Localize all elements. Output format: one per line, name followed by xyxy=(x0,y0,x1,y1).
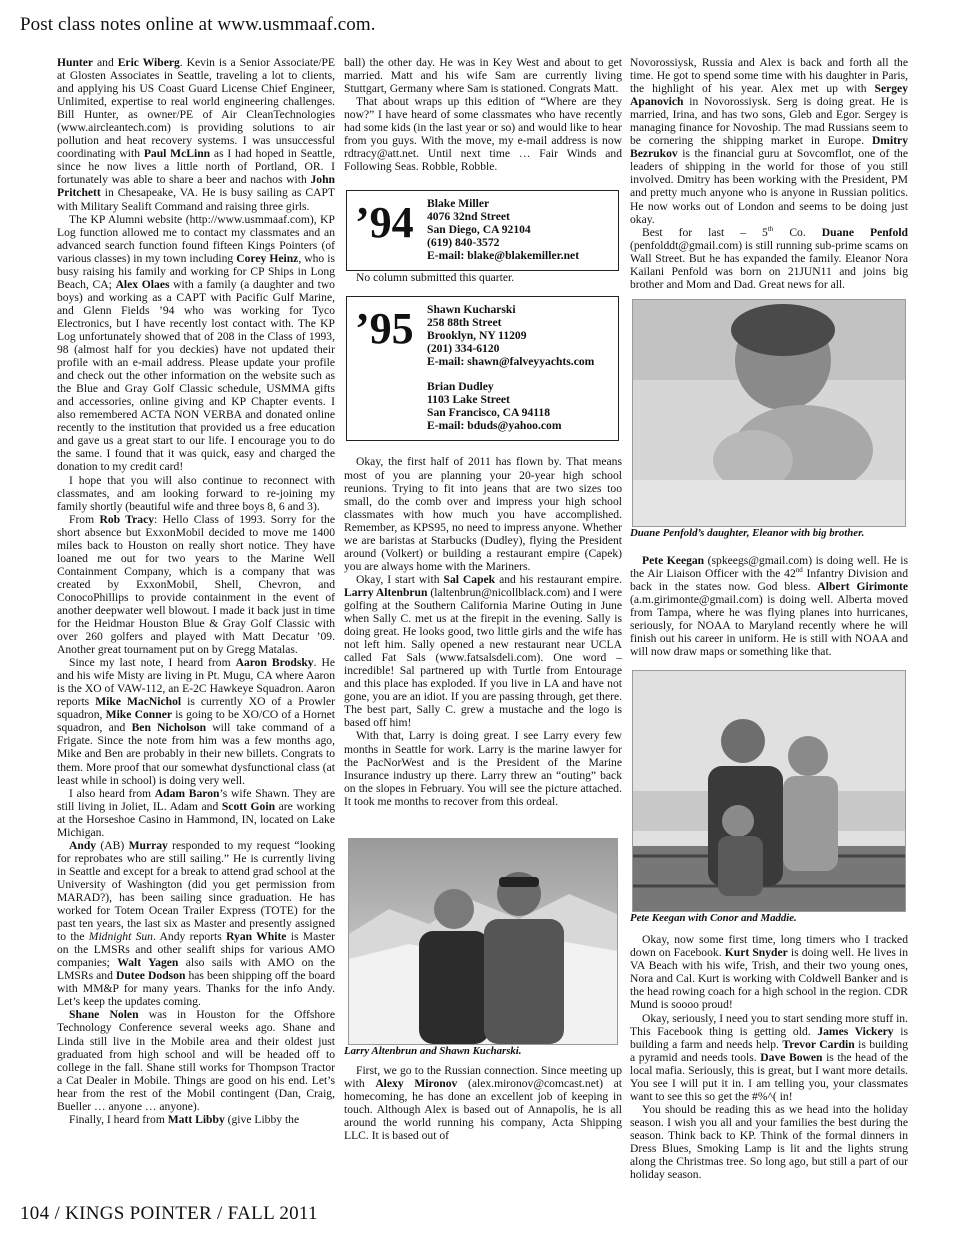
col2-mid-body xyxy=(344,455,622,807)
bold-name: Alex Olaes xyxy=(115,277,170,291)
column-3 xyxy=(630,56,909,1182)
bold-name: Duane Penfold xyxy=(821,225,908,239)
bold-name: Adam Baron xyxy=(154,786,220,800)
bold-name: Ryan White xyxy=(226,930,287,944)
bold-name: Dmitry Bezrukov xyxy=(630,134,908,161)
bold-name: Sal Capek xyxy=(443,572,496,586)
contact-line: 258 88th Street xyxy=(427,316,502,330)
bold-name: Eric Wiberg xyxy=(117,56,180,69)
ski-photo-image xyxy=(349,839,617,1044)
paragraph: Okay, seriously, I need you to start sending more stuff in. This Facebook thing is getting old. James Vickery is building a farm and needs help. Trevor Cardin is building a pyramid and needs tools. Dave Bowen is the head of the local mafia. Seriously, this is great, but I want more details. You see I will put it in. I am telling you, your classmates want to see this so get the #%^( in! xyxy=(630,1011,908,1103)
superscript: th xyxy=(767,224,774,233)
paragraph: Finally, I heard from Matt Libby (give Libby the xyxy=(69,1112,300,1126)
contact-line: E-mail: shawn@falveyyachts.com xyxy=(427,355,595,369)
contact-line: (619) 840-3572 xyxy=(427,236,500,250)
bold-name: Alexy Mironov xyxy=(375,1076,458,1090)
col2-top-body xyxy=(344,56,622,173)
col3-mid-body xyxy=(630,554,908,658)
contact-line: Blake Miller xyxy=(427,197,490,211)
bold-name: Murray xyxy=(128,838,168,852)
bold-name: Sergey Apanovich xyxy=(630,82,908,109)
page-footer: 104 / KINGS POINTER / FALL 2011 xyxy=(20,1203,318,1224)
contact-line: Shawn Kucharski xyxy=(427,303,516,317)
paragraph: Shane Nolen was in Houston for the Offshore Technology Conference several weeks ago. Shane and Linda still live in the Mobile area and their oldest just graduated from high school and will be headed off to college in the fall. Shane still works for Thompson Tractor a Cat Dealer in Mobile. Things are good on his end. Let’s hear from the rest of the Mobil contingent (Dan, Craig, Bueller … anyone … anyone). xyxy=(57,1008,335,1113)
bold-name: Scott Goin xyxy=(221,799,276,813)
class-95-box xyxy=(346,296,619,441)
class-94-contact xyxy=(427,197,579,262)
bold-name: James Vickery xyxy=(817,1024,894,1038)
paragraph: You should be reading this as we head into the holiday season. I wish you all and your families the best during the season. Think back to KP. Think of the formal dinners in Dress Blues, Smoking Lamp is lit and the lights strung along the Christmas tree. So long ago, but still a part of our holiday season. xyxy=(630,1102,908,1182)
contact-line: (201) 334-6120 xyxy=(427,342,500,356)
paragraph: From Rob Tracy: Hello Class of 1993. Sorry for the short absence but ExxonMobil decided to move me 1400 miles back to Houston on really short notice. They have loaned me out for two years to the Marine Well Containment Company, which is a company that was created by ExxonMobil, Shell, Chevron, and ConocoPhillips to provide containment in the event of another deepwater well blowout. I made it back just in time for the Heidmar Houston Blue & Gray Golf Classic with over 260 golfers and played with Matt Decatur ’09. Another great tournament put on by Gregg Matalas. xyxy=(57,512,335,657)
bold-name: Dutee Dodson xyxy=(115,969,186,983)
caption-keegan: Pete Keegan with Conor and Maddie. xyxy=(630,912,797,925)
bold-name: Ben Nicholson xyxy=(131,721,207,735)
contact-line: E-mail: blake@blakemiller.net xyxy=(427,249,580,263)
paragraph: Best for last – 5th Co. Duane Penfold (penfolddt@gmail.com) is still running sub-prime scams on Wall Street. But he has expanded the family. Eleanor Nora Kailani Penfold was born on 21JUN11 and joins big brother and Mom and Dad. Great news for all. xyxy=(630,224,908,291)
italic-text: Midnight Sun xyxy=(88,930,153,944)
family-photo-image xyxy=(633,671,905,911)
class-year-95: ’95 xyxy=(355,304,414,354)
no-column-note: No column submitted this quarter. xyxy=(356,271,515,285)
photo-keegan-family xyxy=(632,670,906,912)
bold-name: Matt Libby xyxy=(167,1112,225,1126)
paragraph: With that, Larry is doing great. I see Larry every few months in Seattle for work. Larry is the marine lawyer for the PacNorWest and is the President of the Marine Insurance industry up there. Larry threw an “outing” back on the slopes in February. You will see the picture attached. It took me months to recover from this ordeal. xyxy=(344,729,622,808)
paragraph: Okay, the first half of 2011 has flown by. That means most of you are planning your 20-year high school reunions. Trying to fit into jeans that are two sizes too small, do the comb over and impress your high school classmates with how much you have accomplished. Remember, as KPS95, no need to impress anyone. Whether we are baristas at Starbucks (Dudley), flying the President around (Volkert) or building a restaurant empire (Capek) you are always home with the Mariners. xyxy=(344,455,622,573)
superscript: nd xyxy=(795,566,803,575)
bold-name: Aaron Brodsky xyxy=(235,656,314,670)
bold-name: Dave Bowen xyxy=(760,1050,823,1064)
column-1 xyxy=(57,56,335,1132)
paragraph: I also heard from Adam Baron’s wife Shawn. They are still living in Joliet, IL. Adam and Scott Goin are working at the Horseshoe Casino in Hammond, IN, located on Lake Michigan. xyxy=(57,786,335,839)
paragraph: Andy (AB) Murray responded to my request “looking for reprobates who are still sailing.” He is currently living in Seattle and except for a break to attend grad school at the University of Washington (did you get permission from MARAD?), has been sailing since graduation. He has worked for Totem Ocean Trailer Express (TOTE) for the past ten years, the last six as Master and presently assigned to the Midnight Sun. Andy reports Ryan White is Master on the LMSRs and other sealift ships for various AMO companies; Walt Yagen also sails with AMO on the LMSRs and Dutee Dodson has been shipping off the board with MM&P for many years. Thanks for the info Andy. Let’s keep the updates coming. xyxy=(57,838,336,1009)
bold-name: Hunter xyxy=(57,56,94,69)
bold-name: Shane Nolen xyxy=(69,1008,139,1022)
col3-bottom-body xyxy=(630,933,908,1181)
class-year-94: ’94 xyxy=(355,198,414,248)
contact-line: E-mail: bduds@yahoo.com xyxy=(427,419,562,433)
paragraph: Pete Keegan (spkeegs@gmail.com) is doing well. He is the Air Liaison Officer with the 42nd Infantry Division and back in the states now. God bless. Albert Girimonte (a.m.girimonte@gmail.com) is doing well. Alberta moved from Tampa, where he was flying planes into hurricanes, seriously, for NOAA to Maryland recently where he will finish out his career in uniform. He is still with NOAA and will now draw maps or something like that. xyxy=(630,553,909,659)
caption-penfold: Duane Penfold’s daughter, Eleanor with big brother. xyxy=(630,526,865,539)
bold-name: Corey Heinz xyxy=(236,251,299,265)
header-note: Post class notes online at www.usmmaaf.com. xyxy=(20,14,376,35)
col3-top-body xyxy=(630,56,908,291)
bold-name: Larry Altenbrun xyxy=(344,585,428,599)
bold-name: Pete Keegan xyxy=(642,553,705,567)
bold-name: Walt Yagen xyxy=(117,956,179,970)
contact-line: 1103 Lake Street xyxy=(427,393,510,407)
paragraph: ball) the other day. He was in Key West and about to get married. Matt and his wife Sam are currently living Stuttgart, Germany where Sam is stationed. Congrats Matt. xyxy=(344,56,622,96)
bold-name: Kurt Snyder xyxy=(724,946,788,960)
paragraph: Okay, now some first time, long timers who I tracked down on Facebook. Kurt Snyder is doing well. He lives in VA Beach with his wife, Trish, and their two young ones, Nora and Cal. Kurt is working with Coldwell Banker and is the head rowing coach for a high school in the region. CDR Mund is soooo proud! xyxy=(630,933,909,1012)
paragraph: Okay, I start with Sal Capek and his restaurant empire. Larry Altenbrun (laltenbrun@nicollblack.com) and I were golfing at the Southern California Marine Outing in June when Sally C. met us at the firepit in the evening. Sally is doing great. He looks good, two little girls and the wife has not left him. Sally opened a new restaurant near UCLA called Fat Sals (www.fatsalsdeli.com). One word – incredible! Sal partnered up with Turtle from Entourage and this place has exploded. If you live in LA and have not gone, you are an idiot. If you are passing through, get there. The best part, Sally C. grew a mustache and the logo is based off him! xyxy=(344,572,622,730)
baby-photo-image xyxy=(633,300,905,526)
caption-larry-shawn: Larry Altenbrun and Shawn Kucharski. xyxy=(344,1044,522,1057)
paragraph: Hunter and Eric Wiberg. Kevin is a Senior Associate/PE at Glosten Associates in Seattle, traveling a lot to clients, and applying his US Coast Guard License Chief Engineer, Unlimited, expertise to real world engineering challenges. Bill Hunter, as owner/PE of Air CleanTechnologies (www.aircleantech.com) is providing solutions to air pollution and heat recovery systems. I was unsuccessful coordinating with Paul McLinn as I had hoped in Seattle, since he now lives a little north of Portland, OR. I fortunately was able to share a beer and nachos with John Pritchett in Chesapeake, VA. He is busy sailing as CAPT with Military Sealift Command and raising three girls. xyxy=(57,56,335,213)
bold-name: Mike Conner xyxy=(105,708,172,722)
class-95-contact xyxy=(427,303,594,432)
bold-name: Mike MacNichol xyxy=(95,695,182,709)
column-2 xyxy=(344,56,623,1142)
class-94-box xyxy=(346,190,619,271)
bold-name: Andy xyxy=(69,838,97,852)
contact-line: San Francisco, CA 94118 xyxy=(427,406,551,420)
bold-name: Trevor Cardin xyxy=(782,1037,855,1051)
photo-larry-shawn xyxy=(348,838,618,1045)
col1-body xyxy=(57,56,335,1126)
paragraph: Since my last note, I heard from Aaron Brodsky. He and his wife Misty are living in Pt. Mugu, CA where Aaron is the XO of VAW-112, an E-2C Hawkeye Squadron. Aaron reports Mike MacNichol is currently XO of a Prowler squadron, Mike Conner is going to be XO/CO of a Hornet squadron, and Ben Nicholson will take command of a Frigate. Since the note from him was a few months ago, Mike and Ben are probably in their new billets. Congrats to them. More proof that our somewhat dysfunctional class (at least while in school) is doing very well. xyxy=(57,656,336,787)
bold-name: Paul McLinn xyxy=(143,147,211,161)
paragraph: First, we go to the Russian connection. Since meeting up with Alexy Mironov (alex.mironov@comcast.net) at homecoming, he has done an excellent job of keeping in touch. Although Alex is based out of Annapolis, he is all around the world running his company, Acta Shipping LLC. It is based out of xyxy=(344,1063,623,1142)
bold-name: John Pritchett xyxy=(57,173,335,200)
paragraph: That about wraps up this edition of “Where are they now?” I have heard of some classmates who have recently had some kids (in the last year or so) and would like to hear from you guys. With the move, my e-mail address is now rdtracy@att.net. Until next time … Fair Winds and Following Seas. Robble, Robble. xyxy=(344,95,622,174)
contact-line: 4076 32nd Street xyxy=(427,210,510,224)
bold-name: Rob Tracy xyxy=(99,512,155,526)
photo-penfold-kids xyxy=(632,299,906,527)
col2-bottom-body xyxy=(344,1064,622,1142)
paragraph: I hope that you will also continue to reconnect with classmates, and am looking forward to re-joining my family shortly (beautiful wife and three boys 8, 6 and 3). xyxy=(57,473,335,513)
contact-line: Brooklyn, NY 11209 xyxy=(427,329,527,343)
contact-line: San Diego, CA 92104 xyxy=(427,223,531,237)
bold-name: Albert Girimonte xyxy=(817,579,908,593)
paragraph: The KP Alumni website (http://www.usmmaaf.com), KP Log function allowed me to contact my classmates and an advanced search function found fifteen Kings Pointers (of various classes) in my town including Corey Heinz, who is busy raising his family and working for CP Ships in Long Beach, CA; Alex Olaes with a family (a daughter and two boys) and working as a CAPT with Pacific Gulf Marine, and Glenn Fields ’94 who was working for Tyco Electronics, but I have recently lost contact with. The KP Log unfortunately showed that of 208 in the Class of 1993, 98 (almost half for you deckies) have not updated their profile with an e-mail address. Please update your profile and check out the other information on the website such as the Blue and Gray Golf Classic schedule, USMMA gifts and accessories, online giving and KP Chapter events. I also remembered ACTA NON VERBA and donated online recently to the institution that provided us a free education and gave us a great start to our life. I encourage you to do the same. I found that it was quick, easy and charged the donation to my credit card! xyxy=(57,212,335,474)
contact-line: Brian Dudley xyxy=(427,380,494,394)
paragraph: Novorossiysk, Russia and Alex is back and forth all the time. He got to spend some time with his daughter in Paris, the highlight of his year. Alex met up with Sergey Apanovich in Novorossiysk. Serg is doing great. He is married, Irina, and has two sons, Gleb and Egor. Sergey is managing finance for Novoship. The mad Russians seem to be cornering the shipping market in Europe. Dmitry Bezrukov is the financial guru at Sovcomflot, one of the leaders of shipping in the world for those of you still involved. Dmitry has been working with the President, PM and pretty much anyone who is anyone in Russian politics. He now works out of London and seems to be doing just okay. xyxy=(630,56,908,226)
